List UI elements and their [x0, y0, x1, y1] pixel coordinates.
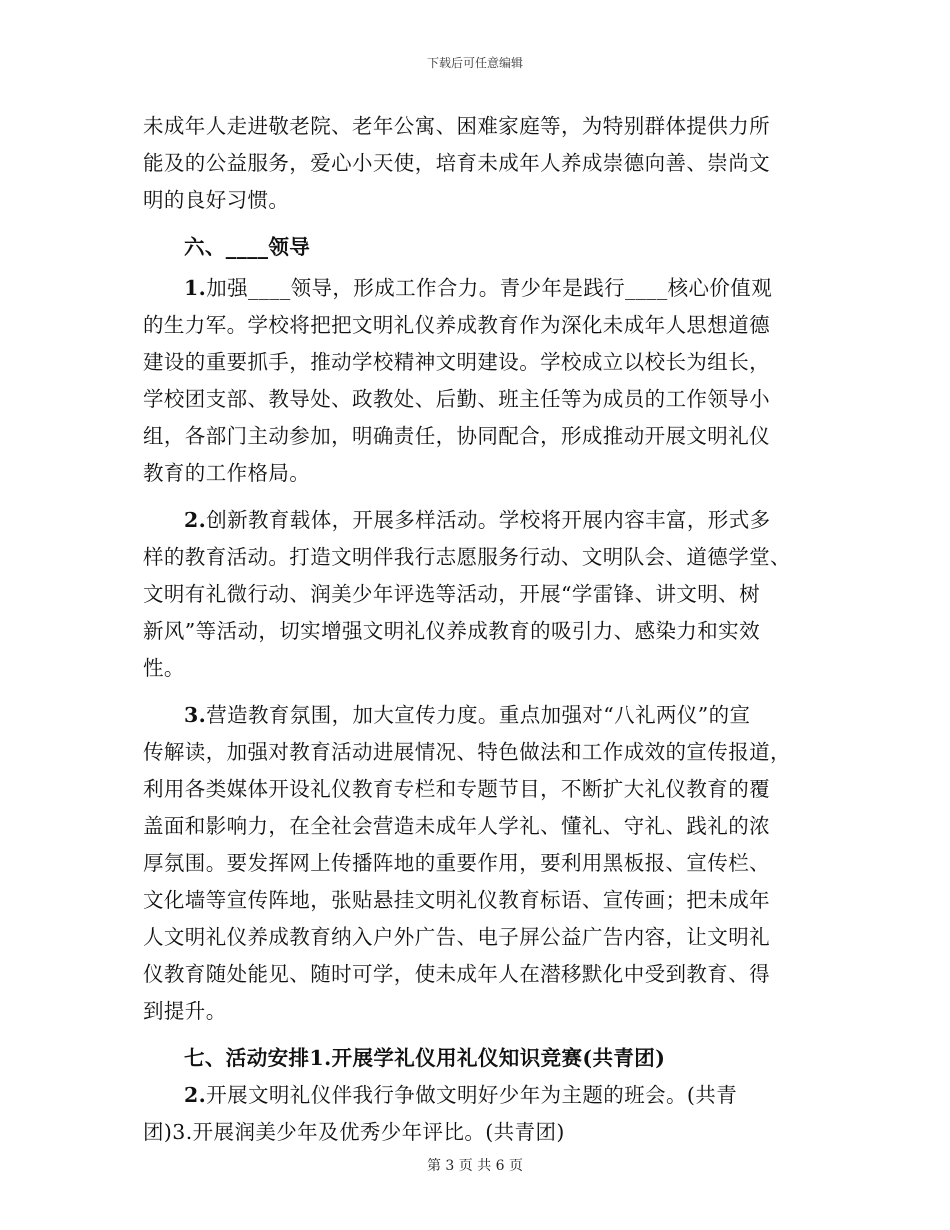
paragraph-line: 仪教育随处能见、随时可学，使未成年人在潜移默化中受到教育、得: [143, 962, 770, 986]
page-header: 下载后可任意编辑: [426, 56, 523, 70]
item-text: 开展文明礼仪伴我行争做文明好少年为主题的班会。(共青: [206, 1083, 738, 1107]
paragraph-line: [143, 502, 809, 539]
paragraph-line: 文化墙等宣传阵地，张贴悬挂文明礼仪教育标语、宣传画；把未成年: [143, 888, 770, 912]
item-text: 创新教育载体，开展多样活动。学校将开展内容丰富，形式多: [206, 508, 771, 532]
item-number: 2.: [184, 508, 207, 532]
item-number: 1.: [184, 276, 207, 300]
paragraph-line: [143, 270, 809, 307]
paragraph-line: 未成年人走进敬老院、老年公寓、困难家庭等，为特别群体提供力所: [143, 114, 770, 138]
paragraph-line: 人文明礼仪养成教育纳入户外广告、电子屏公益广告内容，让文明礼: [143, 925, 770, 949]
section-heading-7: 七、活动安排1.开展学礼仪用礼仪知识竞赛(共青团): [184, 1046, 666, 1070]
paragraph-line: 组，各部门主动参加，明确责任，协同配合，形成推动开展文明礼仪: [143, 424, 770, 448]
item-text: 营造教育氛围，加大宣传力度。重点加强对“八礼两仪”的宣: [206, 703, 751, 727]
paragraph-line: 的生力军。学校将把把文明礼仪养成教育作为深化未成年人思想道德: [143, 313, 770, 337]
document-body: [143, 108, 809, 1151]
paragraph-line: 学校团支部、教导处、政教处、后勤、班主任等为成员的工作领导小: [143, 387, 770, 411]
section-heading-6: 六、____领导: [184, 235, 311, 259]
paragraph-line: 到提升。: [143, 999, 227, 1023]
paragraph-line: [143, 1077, 809, 1114]
paragraph-line: 建设的重要抓手，推动学校精神文明建设。学校成立以校长为组长，: [143, 350, 770, 374]
paragraph-line: 教育的工作格局。: [143, 461, 311, 485]
item-number: 3.: [184, 703, 207, 727]
paragraph-line: 利用各类媒体开设礼仪教育专栏和专题节目，不断扩大礼仪教育的覆: [143, 777, 770, 801]
paragraph-line: 团)3.开展润美少年及优秀少年评比。(共青团): [143, 1120, 565, 1144]
paragraph-line: [143, 697, 809, 734]
paragraph-line: 盖面和影响力，在全社会营造未成年人学礼、懂礼、守礼、践礼的浓: [143, 814, 770, 838]
paragraph-line: 新风”等活动，切实增强文明礼仪养成教育的吸引力、感染力和实效: [143, 619, 760, 643]
page-footer: 第 3 页 共 6 页: [426, 1158, 524, 1174]
paragraph-line: 厚氛围。要发挥网上传播阵地的重要作用，要利用黑板报、宣传栏、: [143, 851, 770, 875]
paragraph-line: 文明有礼微行动、润美少年评选等活动，开展“学雷锋、讲文明、树: [143, 582, 760, 606]
item-number: 2.: [184, 1083, 207, 1107]
paragraph-line: 明的良好习惯。: [143, 188, 290, 212]
paragraph-line: 样的教育活动。打造文明伴我行志愿服务行动、文明队会、道德学堂、: [143, 545, 791, 569]
paragraph-line: 能及的公益服务，爱心小天使，培育未成年人养成崇德向善、崇尚文: [143, 151, 770, 175]
paragraph-line: 传解读，加强对教育活动进展情况、特色做法和工作成效的宣传报道，: [143, 740, 791, 764]
item-text: 加强____领导，形成工作合力。青少年是践行____核心价值观: [206, 276, 773, 300]
paragraph-line: 性。: [143, 656, 185, 680]
